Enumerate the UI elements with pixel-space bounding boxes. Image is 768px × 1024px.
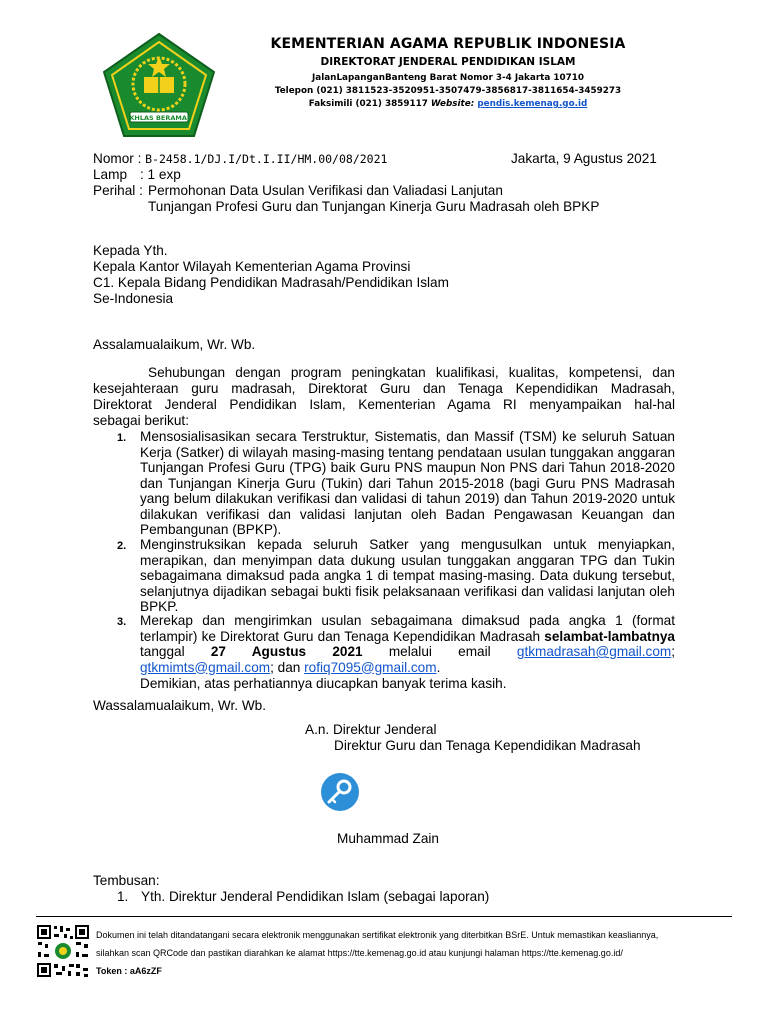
- footer-line1: Dokumen ini telah ditandatangani secara elektronik menggunakan sertifikat elektronik yang diterbitkan BSrE. Untuk memastikan keasliannya,: [96, 930, 659, 940]
- nomor-value: B-2458.1/DJ.I/Dt.I.II/HM.00/08/2021: [145, 152, 388, 166]
- fax: Faksimili (021) 3859117: [308, 99, 431, 109]
- signatory-title: Direktur Guru dan Tenaga Kependidikan Madrasah: [334, 738, 641, 753]
- item-3-text-c: melalui email: [362, 644, 517, 659]
- signatory-an: A.n. Direktur Jenderal: [305, 722, 437, 737]
- email-link-rofiq[interactable]: rofiq7095@gmail.com: [304, 659, 437, 675]
- nomor-label: Nomor :: [93, 151, 142, 166]
- cc-label: Tembusan:: [93, 873, 160, 888]
- logo-motto: IKHLAS BERAMAL: [126, 114, 192, 122]
- perihal-line2: Tunjangan Profesi Guru dan Tunjangan Kinerja Guru Madrasah oleh BPKP: [148, 199, 600, 214]
- qr-code-icon[interactable]: [36, 924, 90, 978]
- item-3-sep2: ; dan: [270, 659, 305, 675]
- intro-line3: Direktorat Jenderal Pendidikan Islam, Kementerian Agama RI menyampaikan hal-hal: [93, 397, 675, 412]
- item-3-text: [140, 613, 675, 675]
- recipient-line4: Se-Indonesia: [93, 291, 174, 306]
- item-1-text: Mensosialisasikan secara Terstruktur, Sistematis, dan Massif (TSM) ke seluruh Satuan Kerja (Satker) di wilayah masing-masing tentang pendataan usulan tunggakan anggaran Tunjangan Profesi Guru (TPG) baik Guru PNS maupun Non PNS dari Tahun 2018-2020 dan Tunjangan Kinerja Guru (Tukin) dari Tahun 2015-2018 (bagi Guru PNS Madrasah yang belum dilakukan verifikasi dan validasi di tahun 2019) dan Tahun 2019-2020 untuk dilakukan verifikasi dan validasi lanjutan oleh Badan Pengawasan Keuangan dan Pembangunan (BPKP).: [140, 429, 675, 537]
- perihal-label: Perihal :: [93, 183, 143, 198]
- item-3-text-a: Merekap dan mengirimkan usulan sebagaimana dimaksud pada angka 1 (format terlampir) ke Direktorat Guru dan Tenaga Kependidikan Madrasah: [140, 613, 675, 644]
- lamp-value: : 1 exp: [140, 167, 181, 182]
- closing-line: Demikian, atas perhatiannya diucapkan banyak terima kasih.: [140, 676, 507, 691]
- ministry-logo: [100, 32, 218, 140]
- intro-line1: Sehubungan dengan program peningkatan kualifikasi, kualitas, kompetensi, dan: [148, 365, 675, 380]
- cc-item-number: 1.: [117, 889, 129, 904]
- ministry-name: KEMENTERIAN AGAMA REPUBLIK INDONESIA: [270, 36, 626, 52]
- address: JalanLapanganBanteng Barat Nomor 3-4 Jakarta 10710: [312, 73, 584, 83]
- nomor-line: [93, 151, 387, 168]
- item-1-number: 1.: [117, 432, 127, 444]
- greeting: Assalamualaikum, Wr. Wb.: [93, 337, 256, 352]
- fax-website: [248, 99, 648, 109]
- website-link[interactable]: pendis.kemenag.go.id: [477, 99, 588, 109]
- item-3-sep1: ;: [671, 644, 675, 659]
- email-link-gtkmadrasah[interactable]: gtkmadrasah@gmail.com: [516, 644, 672, 659]
- intro-line4: sebagai berikut:: [93, 413, 189, 428]
- item-2-text: Menginstruksikan kepada seluruh Satker yang mengusulkan untuk menyiapkan, merapikan, dan menyimpan data dukung usulan tunggakan anggaran TPG dan Tukin sebagaimana dimaksud pada angka 1 di tempat masing-masing. Data dukung tersebut, selanjutnya dijadikan sebagai bukti fisik pelaksanaan verifikasi dan validasi lanjutan oleh BPKP.: [140, 537, 675, 614]
- recipient-line2: Kepala Kantor Wilayah Kementerian Agama Provinsi: [93, 259, 411, 274]
- esign-seal-icon: [320, 772, 360, 812]
- intro-line2: kesejahteraan guru madrasah, Direktorat Guru dan Tenaga Kependidikan Madrasah,: [93, 381, 675, 396]
- item-2-number: 2.: [117, 540, 127, 552]
- signatory-name: Muhammad Zain: [337, 831, 439, 846]
- directorate-name: DIREKTORAT JENDERAL PENDIDIKAN ISLAM: [320, 56, 576, 68]
- item-3-number: 3.: [117, 616, 127, 628]
- lamp-label: Lamp: [93, 167, 128, 182]
- letter-date: Jakarta, 9 Agustus 2021: [511, 151, 657, 166]
- footer-token: Token : aA6zZF: [96, 966, 162, 976]
- item-3-deadline-label: selambat-lambatnya: [544, 628, 675, 644]
- cc-item-text: Yth. Direktur Jenderal Pendidikan Islam (sebagai laporan): [141, 889, 490, 904]
- item-3-deadline-date: 27 Agustus 2021: [210, 644, 363, 659]
- website-label: Website:: [430, 99, 475, 109]
- item-3-text-b: tanggal: [140, 644, 211, 659]
- phone: Telepon (021) 3811523-3520951-3507479-3856817-3811654-3459273: [274, 86, 622, 96]
- email-link-gtkmimts[interactable]: gtkmimts@gmail.com: [140, 659, 271, 675]
- perihal-line1: Permohonan Data Usulan Verifikasi dan Valiadasi Lanjutan: [148, 183, 503, 198]
- farewell: Wassalamualaikum, Wr. Wb.: [93, 698, 266, 713]
- recipient-line3: C1. Kepala Bidang Pendidikan Madrasah/Pendidikan Islam: [93, 275, 449, 290]
- footer-divider: [36, 916, 732, 917]
- item-3-end: .: [436, 659, 441, 675]
- footer-line2: silahkan scan QRCode dan pastikan diarahkan ke alamat https://tte.kemenag.go.id atau kunjungi halaman https://tte.kemenag.go.id/: [96, 948, 623, 958]
- recipient-line1: Kepada Yth.: [93, 243, 168, 258]
